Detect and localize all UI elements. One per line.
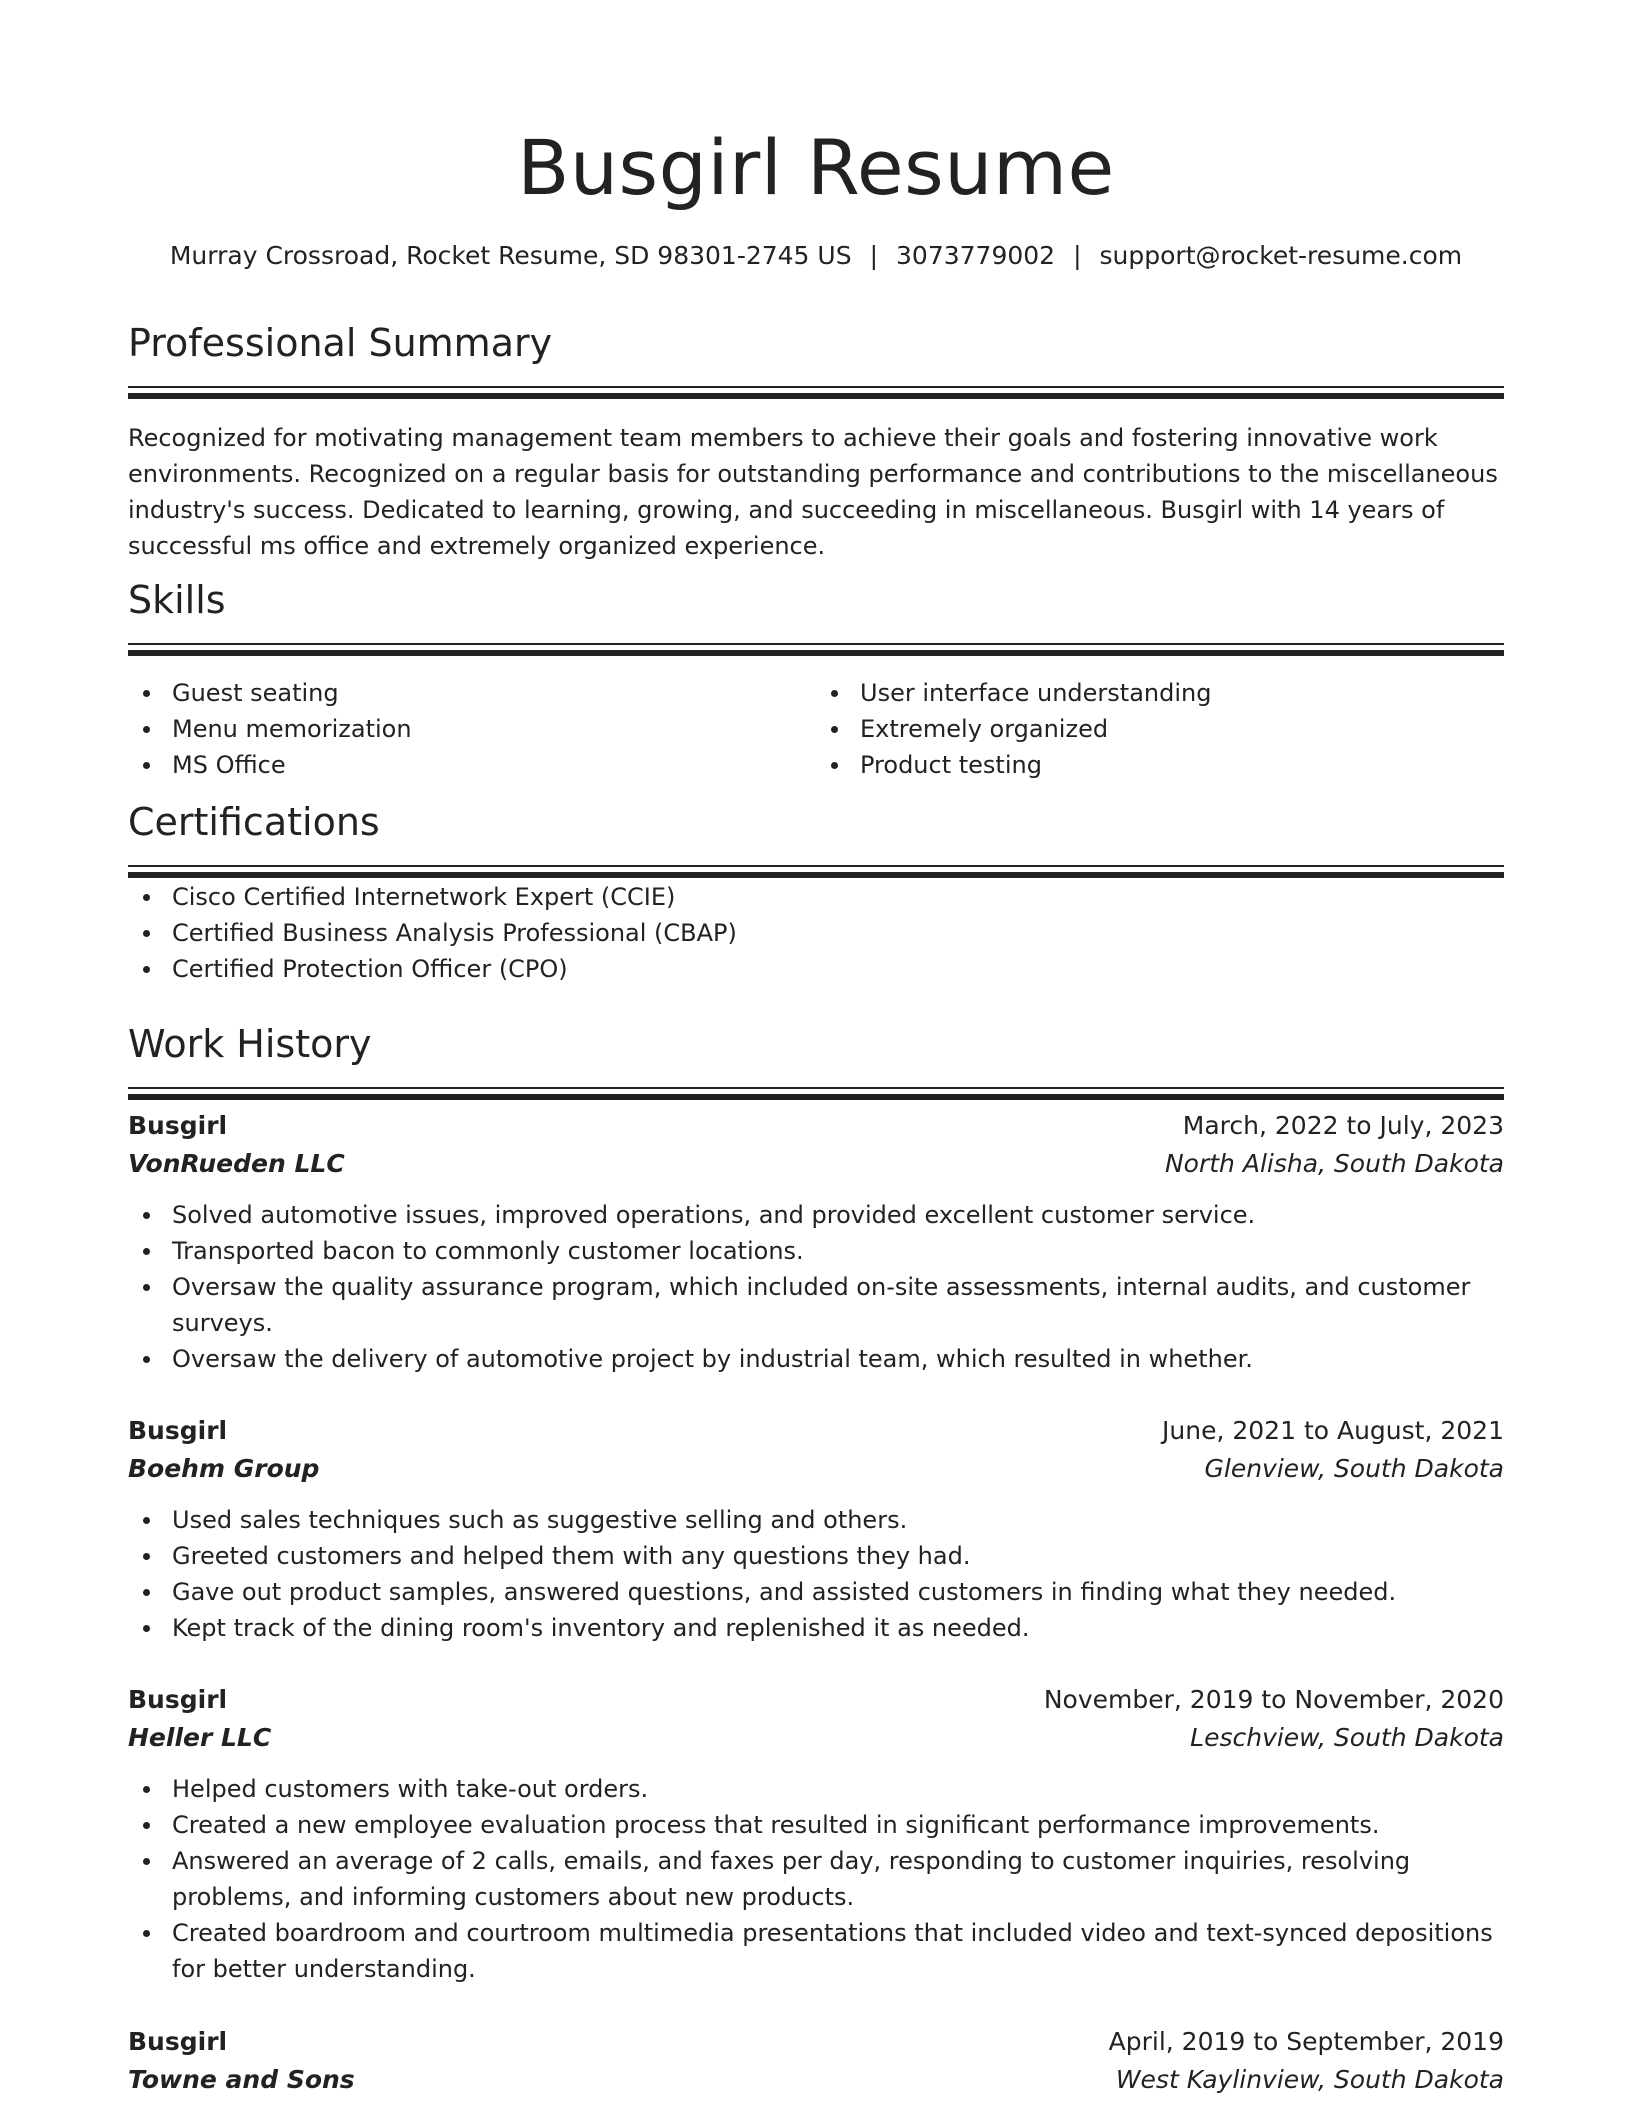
job-company: Heller LLC	[128, 1723, 272, 1752]
skills-heading: Skills	[128, 578, 226, 622]
job-location: Leschview, South Dakota	[1190, 1723, 1504, 1752]
section-divider	[128, 386, 1504, 400]
job-duty-item: Transported bacon to commonly customer locations.	[128, 1233, 1504, 1269]
job-duty-item: Created a new employee evaluation process that resulted in significant performance improvements.	[128, 1807, 1504, 1843]
section-divider	[128, 865, 1504, 879]
job-duty-item: Greeted customers and helped them with any questions they had.	[128, 1538, 1504, 1574]
skills-section	[128, 575, 1504, 783]
page-title: Busgirl Resume	[517, 123, 1115, 212]
job-location: West Kaylinview, South Dakota	[1115, 2065, 1504, 2094]
job-duties	[128, 1197, 1504, 1377]
job-dates: March, 2022 to July, 2023	[1182, 1111, 1504, 1140]
job-entry	[128, 1412, 1504, 1646]
skills-columns	[128, 675, 1504, 783]
job-entry	[128, 1107, 1504, 1377]
job-location: North Alisha, South Dakota	[1164, 1149, 1504, 1178]
section-divider	[128, 1087, 1504, 1101]
job-duty-item: Kept track of the dining room's inventory and replenished it as needed.	[128, 1610, 1504, 1646]
skill-item: MS Office	[128, 747, 816, 783]
skill-item: Guest seating	[128, 675, 816, 711]
job-duty-item: Used sales techniques such as suggestive selling and others.	[128, 1502, 1504, 1538]
skill-item: User interface understanding	[816, 675, 1504, 711]
job-dates: June, 2021 to August, 2021	[1162, 1416, 1504, 1445]
summary-section	[128, 318, 1504, 564]
contact-email: support@rocket-resume.com	[1099, 241, 1463, 270]
job-duty-item: Created boardroom and courtroom multimedia presentations that included video and text-synced depositions for better understanding.	[128, 1915, 1504, 1987]
work-history-heading: Work History	[128, 1022, 372, 1066]
job-dates: April, 2019 to September, 2019	[1108, 2027, 1504, 2056]
job-entry	[128, 1681, 1504, 1987]
job-entry	[128, 2023, 1504, 2099]
job-title: Busgirl	[128, 2027, 228, 2056]
job-duty-item: Solved automotive issues, improved operations, and provided excellent customer service.	[128, 1197, 1504, 1233]
job-location: Glenview, South Dakota	[1204, 1454, 1504, 1483]
job-duty-item: Gave out product samples, answered questions, and assisted customers in finding what they needed.	[128, 1574, 1504, 1610]
certification-item: Cisco Certified Internetwork Expert (CCIE)	[128, 879, 1504, 915]
job-company: Towne and Sons	[128, 2065, 355, 2094]
job-duty-item: Helped customers with take-out orders.	[128, 1771, 1504, 1807]
job-company: VonRueden LLC	[128, 1149, 345, 1178]
certifications-section	[128, 797, 1504, 987]
job-duty-item: Oversaw the quality assurance program, which included on-site assessments, internal audits, and customer surveys.	[128, 1269, 1504, 1341]
summary-heading: Professional Summary	[128, 321, 553, 365]
contact-separator: |	[1073, 241, 1082, 270]
job-duties	[128, 1771, 1504, 1987]
contact-separator: |	[869, 241, 879, 270]
contact-address: Murray Crossroad, Rocket Resume, SD 98301-2745 US	[169, 241, 852, 270]
job-duty-item: Oversaw the delivery of automotive project by industrial team, which resulted in whether.	[128, 1341, 1504, 1377]
skills-column-left	[128, 675, 816, 783]
certifications-list	[128, 879, 1504, 987]
skill-item: Product testing	[816, 747, 1504, 783]
certifications-heading: Certifications	[128, 800, 380, 844]
job-dates: November, 2019 to November, 2020	[1043, 1685, 1504, 1714]
summary-text: Recognized for motivating management team members to achieve their goals and fostering innovative work environments. Recognized on a regular basis for outstanding performance and contributions to the miscellaneous industry's success. Dedicated to learning, growing, and succeeding in miscellaneous. Busgirl with 14 years of successful ms office and extremely organized experience.	[128, 424, 1498, 560]
certification-item: Certified Business Analysis Professional (CBAP)	[128, 915, 1504, 951]
skill-item: Extremely organized	[816, 711, 1504, 747]
skills-column-right	[816, 675, 1504, 783]
contact-phone: 3073779002	[896, 241, 1056, 270]
work-history-section	[128, 1019, 1504, 1101]
contact-line	[128, 238, 1504, 274]
job-title: Busgirl	[128, 1685, 228, 1714]
skill-item: Menu memorization	[128, 711, 816, 747]
certification-item: Certified Protection Officer (CPO)	[128, 951, 1504, 987]
job-title: Busgirl	[128, 1416, 228, 1445]
section-divider	[128, 643, 1504, 657]
job-company: Boehm Group	[128, 1454, 320, 1483]
job-title: Busgirl	[128, 1111, 228, 1140]
job-duties	[128, 1502, 1504, 1646]
job-duty-item: Answered an average of 2 calls, emails, and faxes per day, responding to customer inquiries, resolving problems, and informing customers about new products.	[128, 1843, 1504, 1915]
